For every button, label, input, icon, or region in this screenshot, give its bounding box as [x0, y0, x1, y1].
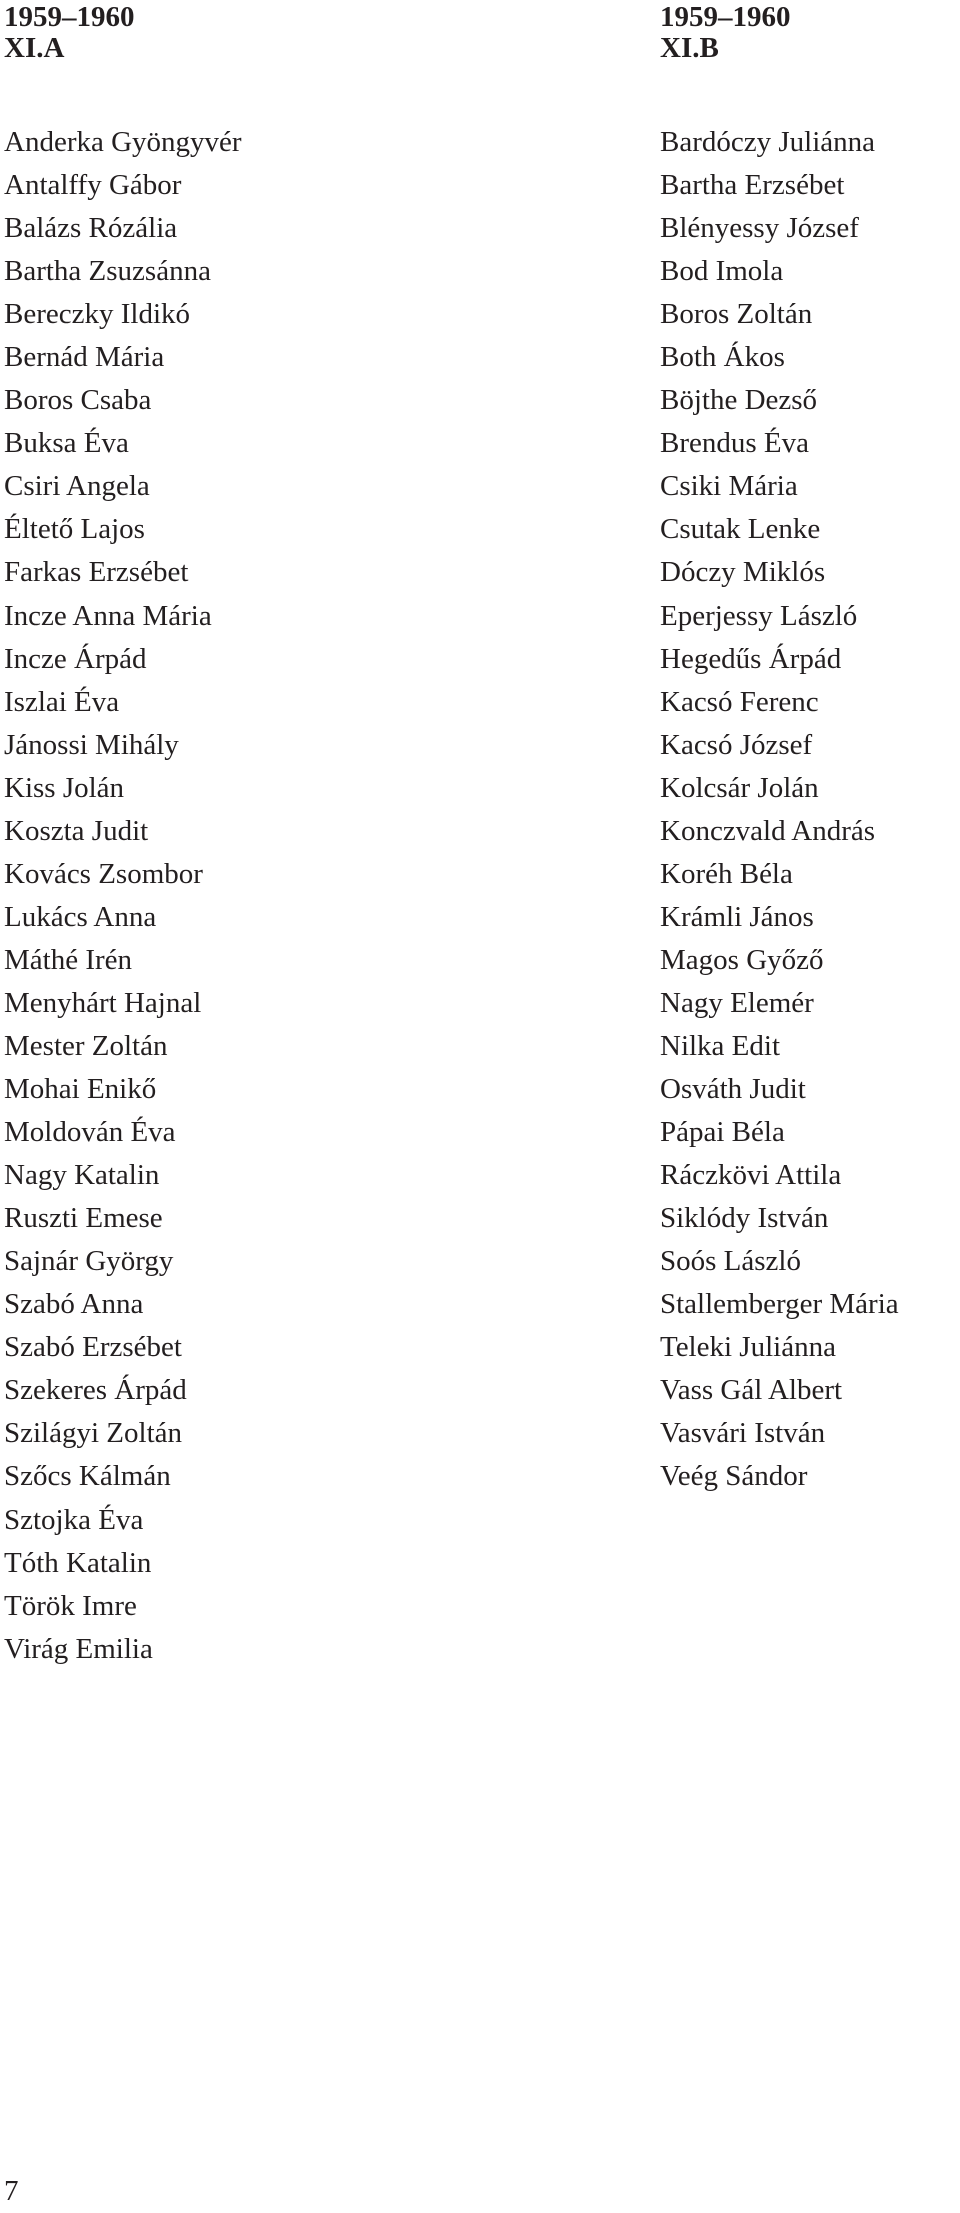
student-name: Bardóczy Juliánna	[660, 126, 876, 158]
student-name: Bartha Zsuzsánna	[4, 255, 211, 288]
student-name: Siklódy István	[660, 1202, 829, 1235]
student-name: Tóth Katalin	[4, 1546, 152, 1579]
student-name: Csiri Angela	[4, 470, 150, 503]
school-years: 1959–1960	[4, 1, 135, 33]
student-name: Ráczkövi Attila	[660, 1159, 842, 1192]
student-name: Mohai Enikő	[4, 1073, 157, 1106]
student-name: Vass Gál Albert	[660, 1374, 843, 1407]
student-name: Magos Győző	[660, 943, 824, 976]
class-header	[4, 2, 242, 64]
student-name: Menyhárt Hajnal	[4, 986, 202, 1019]
student-name: Konczvald András	[660, 814, 876, 847]
student-name: Iszlai Éva	[4, 685, 120, 718]
student-name: Buksa Éva	[4, 427, 129, 460]
class-name: XI.B	[660, 32, 719, 64]
student-name: Soós László	[660, 1245, 801, 1278]
student-name: Teleki Juliánna	[660, 1331, 836, 1364]
student-name: Boros Zoltán	[660, 298, 813, 331]
student-name: Szőcs Kálmán	[4, 1460, 171, 1493]
student-name: Nilka Edit	[660, 1029, 781, 1062]
student-name: Sztojka Éva	[4, 1503, 144, 1536]
student-name: Nagy Elemér	[660, 986, 814, 1019]
student-name: Incze Árpád	[4, 642, 147, 675]
student-name: Brendus Éva	[660, 427, 809, 460]
student-name: Jánossi Mihály	[4, 728, 179, 761]
student-name: Máthé Irén	[4, 943, 133, 976]
student-name: Pápai Béla	[660, 1116, 785, 1149]
student-name: Balázs Rózália	[4, 212, 178, 245]
student-name: Bernád Mária	[4, 341, 165, 374]
student-name: Stallemberger Mária	[660, 1288, 899, 1321]
student-name: Éltető Lajos	[4, 513, 145, 546]
student-name: Incze Anna Mária	[4, 599, 212, 632]
student-name: Both Ákos	[660, 341, 785, 374]
student-name: Koréh Béla	[660, 857, 793, 890]
student-name: Moldován Éva	[4, 1116, 176, 1149]
student-name: Virág Emilia	[4, 1632, 153, 1665]
student-name: Hegedűs Árpád	[660, 642, 842, 675]
student-name: Veég Sándor	[660, 1460, 808, 1493]
student-name: Bod Imola	[660, 255, 784, 288]
class-header	[660, 2, 899, 64]
student-name: Böjthe Dezső	[660, 384, 818, 417]
student-name: Lukács Anna	[4, 900, 157, 933]
student-list	[660, 121, 899, 1499]
school-years: 1959–1960	[660, 1, 791, 33]
student-name: Bartha Erzsébet	[660, 169, 845, 202]
student-name: Eperjessy László	[660, 599, 858, 632]
student-name: Koszta Judit	[4, 814, 149, 847]
student-name: Kiss Jolán	[4, 771, 125, 804]
student-name: Anderka Gyöngyvér	[4, 126, 242, 158]
student-name: Kacsó Ferenc	[660, 685, 819, 718]
student-name: Dóczy Miklós	[660, 556, 826, 589]
student-name: Bereczky Ildikó	[4, 298, 191, 331]
student-name: Sajnár György	[4, 1245, 174, 1278]
student-name: Nagy Katalin	[4, 1159, 160, 1192]
student-list	[4, 121, 242, 1671]
student-name: Szabó Anna	[4, 1288, 144, 1321]
student-name: Szekeres Árpád	[4, 1374, 187, 1407]
page-number: 7	[4, 2175, 19, 2207]
student-name: Boros Csaba	[4, 384, 152, 417]
student-name: Kolcsár Jolán	[660, 771, 819, 804]
student-name: Szilágyi Zoltán	[4, 1417, 182, 1450]
student-name: Mester Zoltán	[4, 1029, 168, 1062]
student-name: Vasvári István	[660, 1417, 826, 1450]
student-name: Szabó Erzsébet	[4, 1331, 182, 1364]
student-name: Ruszti Emese	[4, 1202, 163, 1235]
student-name: Török Imre	[4, 1589, 137, 1622]
student-name: Osváth Judit	[660, 1073, 806, 1106]
student-name: Krámli János	[660, 900, 814, 933]
student-name: Kacsó József	[660, 728, 813, 761]
class-column-xi-a	[4, 0, 242, 1671]
student-name: Blényessy József	[660, 212, 859, 245]
class-name: XI.A	[4, 32, 65, 64]
student-name: Antalffy Gábor	[4, 169, 182, 202]
student-name: Kovács Zsombor	[4, 857, 203, 890]
student-name: Csutak Lenke	[660, 513, 821, 546]
student-name: Farkas Erzsébet	[4, 556, 189, 589]
class-column-xi-b	[660, 0, 899, 1499]
student-name: Csiki Mária	[660, 470, 798, 503]
